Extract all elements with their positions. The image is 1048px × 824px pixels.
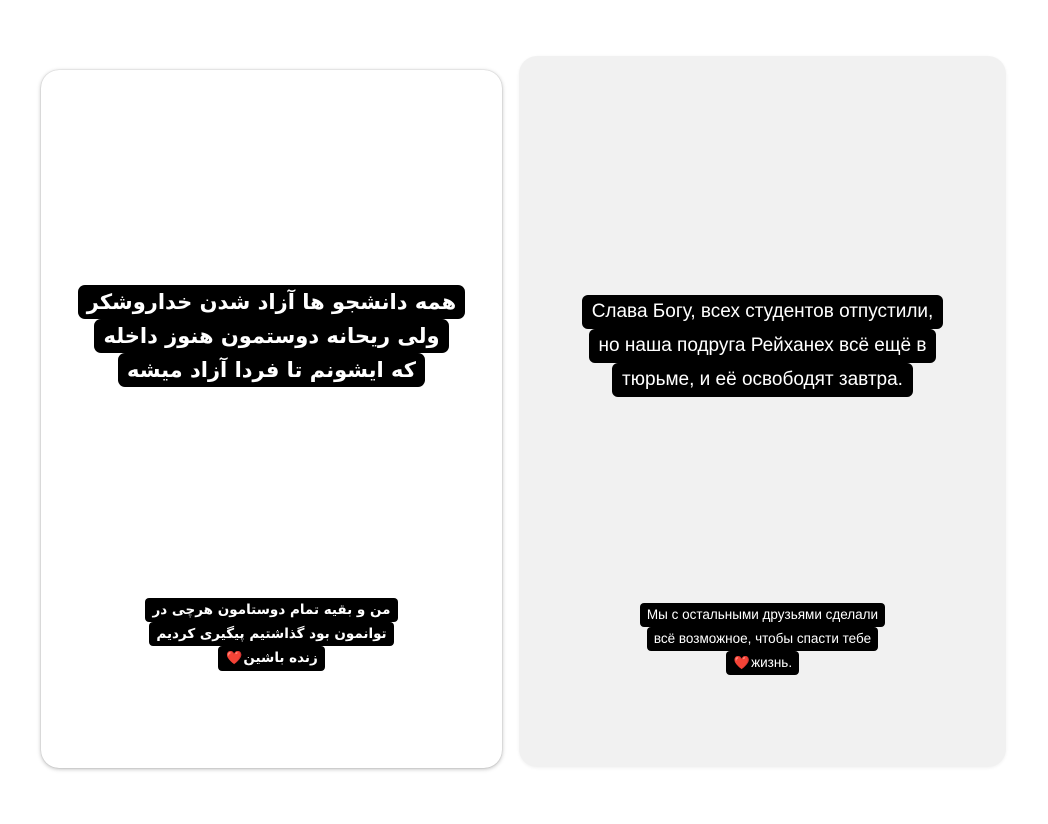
caption-line-with-heart [218,646,325,671]
story-caption-secondary [41,598,502,671]
caption-text: زنده باشین [243,650,318,666]
heart-icon: ❤️ [733,655,751,670]
heart-icon: ❤️ [226,651,243,666]
caption-line: ولی ریحانه دوستمون هنوز داخله [94,319,448,353]
story-card-russian [519,56,1006,767]
caption-text: жизнь. [751,655,793,670]
story-caption-secondary [519,603,1006,675]
caption-line: توانمون بود گذاشتیم پیگیری کردیم [149,622,393,646]
caption-line: که ایشونم تا فردا آزاد میشه [118,353,425,387]
caption-line: Слава Богу, всех студентов отпустили, [582,295,944,329]
story-caption-main [41,285,502,387]
caption-line-with-heart [726,651,799,675]
caption-line: всё возможное, чтобы спасти тебе [647,627,878,651]
caption-line: من و بقیه تمام دوستامون هرچی در [145,598,397,622]
caption-line: но наша подруга Рейханех всё ещё в [589,329,937,363]
caption-line: тюрьме, и её освободят завтра. [612,363,913,397]
caption-line: همه دانشجو ها آزاد شدن خداروشکر [78,285,465,319]
story-caption-main [519,295,1006,397]
caption-line: Мы с остальными друзьями сделали [640,603,885,627]
story-card-persian [41,70,502,768]
